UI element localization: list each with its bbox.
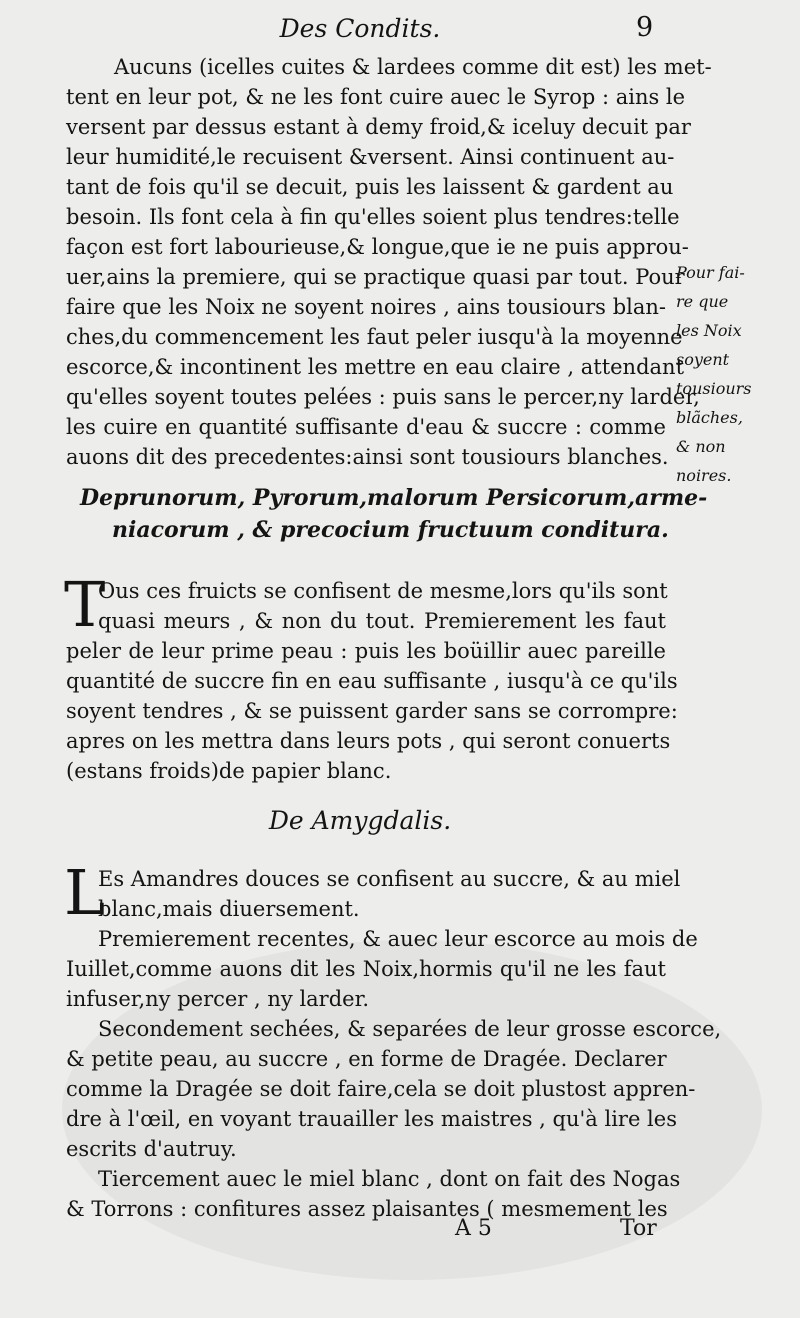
margin-note-line: tousiours [676, 379, 752, 398]
margin-note-line: blãches, [676, 408, 743, 427]
text-line: leur humidité,le recuisent &versent. Ainsi continuent au- [66, 145, 675, 169]
text-line: & Torrons : confitures assez plaisantes ( mesmement les [66, 1197, 668, 1221]
text-line: Es Amandres douces se confisent au succre, & au miel [98, 867, 681, 891]
margin-note-line: soyent [676, 350, 730, 369]
text-line: qu'elles soyent toutes pelées : puis sans le percer,ny larder, [66, 385, 700, 409]
text-line: Tiercement auec le miel blanc , dont on fait des Nogas [98, 1167, 681, 1191]
text-line: quantité de succre fin en eau suffisante , iusqu'à ce qu'ils [66, 669, 678, 693]
text-line: ches,du commencement les faut peler iusqu'à la moyenne [66, 325, 683, 349]
drop-cap: T [64, 568, 106, 641]
text-line: Ous ces fruicts se confisent de mesme,lors qu'ils sont [98, 579, 668, 603]
section-heading-fruits [80, 482, 708, 546]
margin-note-line: & non [676, 437, 726, 456]
text-line: comme la Dragée se doit faire,cela se doit plustost appren- [66, 1077, 696, 1101]
text-line: quasi meurs , & non du tout. Premierement les faut [98, 609, 666, 633]
text-line: (estans froids)de papier blanc. [66, 759, 392, 783]
text-line: escrits d'autruy. [66, 1137, 237, 1161]
text-line: dre à l'œil, en voyant trauailler les maistres , qu'à lire les [66, 1107, 677, 1131]
text-line: apres on les mettra dans leurs pots , qui seront conuerts [66, 729, 671, 753]
text-line: Secondement sechées, & separées de leur grosse escorce, [98, 1017, 722, 1041]
page-number: 9 [636, 12, 654, 43]
heading-line: Deprunorum, Pyrorum,malorum Persicorum,arme- [80, 485, 708, 511]
text-line: peler de leur prime peau : puis les boüillir auec pareille [66, 639, 666, 663]
text-line: les cuire en quantité suffisante d'eau & succre : comme [66, 415, 666, 439]
text-line: uer,ains la premiere, qui se practique quasi par tout. Pour [66, 265, 685, 289]
text-line: tant de fois qu'il se decuit, puis les laissent & gardent au [66, 175, 674, 199]
running-title: Des Condits. [279, 14, 441, 43]
text-line: versent par dessus estant à demy froid,& iceluy decuit par [66, 115, 691, 139]
text-line: infuser,ny percer , ny larder. [66, 987, 369, 1011]
catchword: Tor [620, 1216, 657, 1241]
text-line: façon est fort labourieuse,& longue,que ie ne puis approu- [66, 235, 689, 259]
text-line: blanc,mais diuersement. [98, 897, 360, 921]
text-line: Aucuns (icelles cuites & lardees comme dit est) les met- [114, 55, 712, 79]
text-line: & petite peau, au succre , en forme de Dragée. Declarer [66, 1047, 667, 1071]
text-line: auons dit des precedentes:ainsi sont tousiours blanches. [66, 445, 669, 469]
margin-note [676, 258, 796, 490]
text-line: soyent tendres , & se puissent garder sans se corrompre: [66, 699, 678, 723]
text-line: Iuillet,comme auons dit les Noix,hormis qu'il ne les faut [66, 957, 666, 981]
drop-cap: L [64, 856, 106, 929]
margin-note-line: les Noix [676, 321, 742, 340]
margin-note-line: Pour fai- [676, 263, 745, 282]
paragraph-fruits [64, 568, 678, 786]
text-line: tent en leur pot, & ne les font cuire auec le Syrop : ains le [66, 85, 686, 109]
text-line: besoin. Ils font cela à fin qu'elles soient plus tendres:telle [66, 205, 680, 229]
text-line: Premierement recentes, & auec leur escorce au mois de [98, 927, 698, 951]
text-line: escorce,& incontinent les mettre en eau claire , attendant [66, 355, 685, 379]
margin-note-line: re que [676, 292, 729, 311]
text-line: faire que les Noix ne soyent noires , ains tousiours blan- [66, 295, 666, 319]
heading-line: niacorum , & precocium fructuum conditura. [112, 517, 669, 543]
section-heading-almonds: De Amygdalis. [268, 806, 452, 835]
signature-mark: A 5 [455, 1216, 492, 1241]
paragraph-almonds [64, 856, 722, 1224]
margin-note-line: noires. [676, 466, 732, 485]
